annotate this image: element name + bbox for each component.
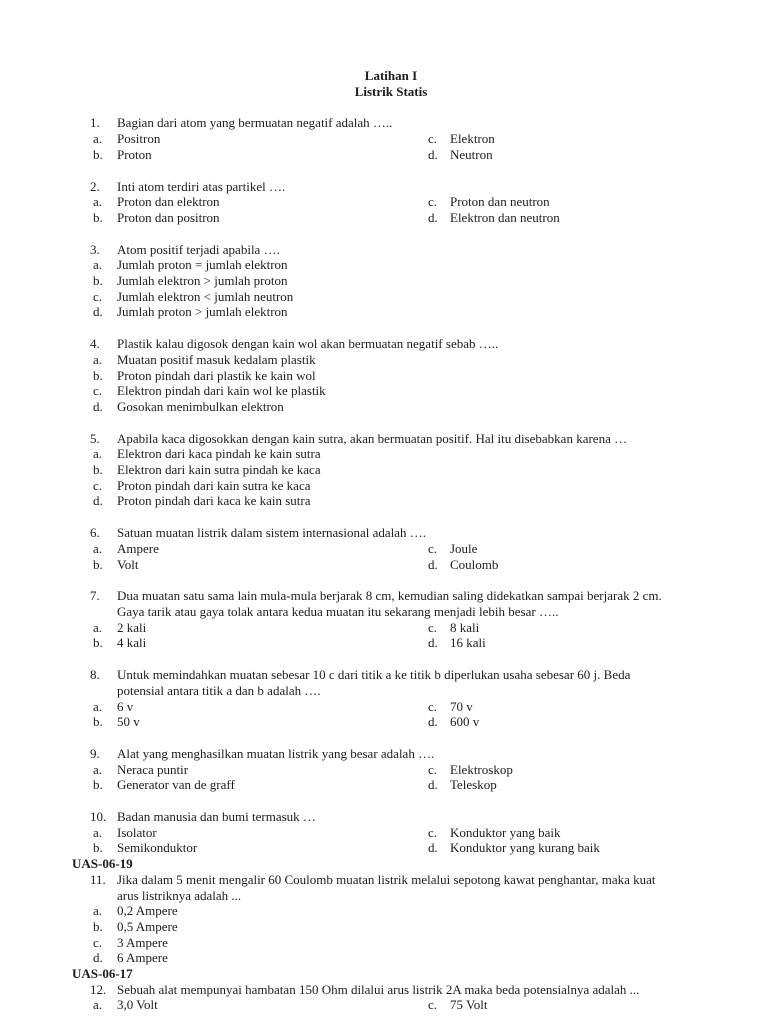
option — [428, 840, 710, 856]
option-letter: b. — [93, 209, 103, 225]
option-text: 4 kali — [117, 635, 147, 651]
question-number: 7. — [90, 588, 100, 604]
question-block — [72, 336, 710, 415]
options-row — [72, 194, 710, 210]
option — [93, 762, 428, 778]
option-letter: c. — [428, 761, 438, 777]
option — [93, 557, 428, 573]
option-text: 75 Volt — [450, 997, 488, 1013]
option-text: Konduktor yang kurang baik — [450, 840, 600, 856]
option-letter: c. — [428, 540, 438, 556]
question-text-line: Alat yang menghasilkan muatan listrik yang besar adalah …. — [117, 745, 435, 761]
options-row — [72, 257, 710, 273]
option — [428, 699, 710, 715]
question-block — [72, 431, 710, 510]
option — [93, 777, 428, 793]
option-text: Proton pindah dari kaca ke kain sutra — [117, 493, 311, 509]
option-text: Semikonduktor — [117, 840, 198, 856]
option — [428, 194, 710, 210]
option-text: 3,0 Volt — [117, 997, 158, 1013]
question-block — [72, 179, 710, 226]
options-row — [72, 635, 710, 651]
option-letter: d. — [93, 950, 103, 966]
option-text: Jumlah proton > jumlah elektron — [117, 304, 288, 320]
options-row — [72, 699, 710, 715]
question-number: 10. — [90, 809, 107, 825]
option — [93, 950, 428, 966]
question-row — [72, 588, 710, 619]
question-text-line: Satuan muatan listrik dalam sistem internasional adalah …. — [117, 525, 427, 541]
options-row — [72, 903, 710, 919]
question-text-line: Gaya tarik atau gaya tolak antara kedua muatan itu sekarang menjadi lebih besar ….. — [117, 603, 559, 619]
options-row — [72, 462, 710, 478]
option-letter: b. — [93, 635, 103, 651]
option — [428, 620, 710, 636]
question-text — [117, 746, 710, 762]
option-text: Konduktor yang baik — [450, 824, 561, 840]
option — [93, 997, 428, 1013]
question-number: 11. — [90, 871, 106, 887]
option — [428, 147, 710, 163]
option-text: Muatan positif masuk kedalam plastik — [117, 351, 316, 367]
option — [93, 541, 428, 557]
option-text: 3 Ampere — [117, 934, 168, 950]
question-text-line: Badan manusia dan bumi termasuk … — [117, 809, 316, 825]
option — [93, 493, 428, 509]
option-text: Joule — [450, 540, 478, 556]
options-row — [72, 541, 710, 557]
options-row — [72, 368, 710, 384]
option-letter: a. — [93, 540, 103, 556]
option-letter: a. — [93, 619, 103, 635]
question-row — [72, 872, 710, 903]
option-letter: a. — [93, 903, 103, 919]
question-text-line: Inti atom terdiri atas partikel …. — [117, 178, 286, 194]
option — [93, 289, 428, 305]
option-letter: a. — [93, 698, 103, 714]
option — [93, 840, 428, 856]
option-letter: c. — [93, 288, 103, 304]
question-block — [72, 966, 710, 1013]
options-row — [72, 304, 710, 320]
question-row — [72, 525, 710, 541]
question-row — [72, 809, 710, 825]
document-title-line2: Listrik Statis — [354, 83, 428, 99]
option — [93, 699, 428, 715]
options-row — [72, 493, 710, 509]
option — [428, 210, 710, 226]
question-text — [117, 872, 710, 903]
option-letter: d. — [93, 493, 103, 509]
question-text — [117, 667, 710, 698]
question-text-line: Sebuah alat mempunyai hambatan 150 Ohm dilalui arus listrik 2A maka beda potensialnya adalah ... — [117, 981, 640, 997]
option-letter: b. — [93, 556, 103, 572]
option-letter: c. — [428, 824, 438, 840]
question-block — [72, 525, 710, 572]
option — [93, 352, 428, 368]
option-letter: a. — [93, 194, 103, 210]
option-letter: c. — [428, 698, 438, 714]
question-number: 1. — [90, 115, 100, 131]
option — [93, 446, 428, 462]
options-row — [72, 147, 710, 163]
option — [93, 147, 428, 163]
question-block — [72, 588, 710, 651]
options-row — [72, 273, 710, 289]
option-text: Proton dan elektron — [117, 194, 220, 210]
option — [93, 194, 428, 210]
option-text: 6 Ampere — [117, 950, 168, 966]
question-row — [72, 336, 710, 352]
question-number: 9. — [90, 745, 100, 761]
options-row — [72, 210, 710, 226]
option — [428, 762, 710, 778]
option-text: 16 kali — [450, 635, 486, 651]
option-letter: b. — [93, 840, 103, 856]
question-row — [72, 242, 710, 258]
question-row — [72, 179, 710, 195]
question-text-line: Plastik kalau digosok dengan kain wol akan bermuatan negatif sebab ….. — [117, 336, 499, 352]
option — [428, 997, 710, 1013]
question-text-line: potensial antara titik a dan b adalah …. — [117, 682, 321, 698]
option-letter: c. — [93, 383, 103, 399]
options-row — [72, 399, 710, 415]
question-text — [117, 588, 710, 619]
option — [428, 777, 710, 793]
option-text: 0,2 Ampere — [117, 903, 178, 919]
options-row — [72, 620, 710, 636]
option — [93, 304, 428, 320]
option-text: 2 kali — [117, 619, 147, 635]
option — [428, 714, 710, 730]
question-text-line: Jika dalam 5 menit mengalir 60 Coulomb muatan listrik melalui sepotong kawat penghantar, maka kuat — [117, 871, 656, 887]
option — [428, 557, 710, 573]
option-text: Ampere — [117, 540, 159, 556]
option-text: Proton pindah dari plastik ke kain wol — [117, 367, 316, 383]
question-number: 4. — [90, 336, 100, 352]
document-title — [72, 68, 710, 99]
option — [428, 635, 710, 651]
option — [93, 368, 428, 384]
question-number: 8. — [90, 667, 100, 683]
option-letter: a. — [93, 997, 103, 1013]
question-text-line: Apabila kaca digosokkan dengan kain sutra, akan bermuatan positif. Hal itu disebabkan karena … — [117, 430, 628, 446]
option — [93, 478, 428, 494]
question-row — [72, 431, 710, 447]
option-letter: a. — [93, 824, 103, 840]
options-row — [72, 289, 710, 305]
options-row — [72, 825, 710, 841]
option-letter: b. — [93, 714, 103, 730]
question-text — [117, 115, 710, 131]
question-block — [72, 746, 710, 793]
options-row — [72, 919, 710, 935]
option-text: 8 kali — [450, 619, 480, 635]
option-letter: a. — [93, 761, 103, 777]
option-text: Elektron dari kaca pindah ke kain sutra — [117, 446, 321, 462]
option — [93, 903, 428, 919]
question-text — [117, 336, 710, 352]
question-number: 2. — [90, 178, 100, 194]
option — [93, 825, 428, 841]
option-letter: b. — [93, 777, 103, 793]
option-letter: c. — [428, 997, 438, 1013]
option-text: Proton dan positron — [117, 209, 220, 225]
option-text: Elektron dan neutron — [450, 209, 560, 225]
option-text: Elektron — [450, 131, 495, 147]
question-text-line: arus listriknya adalah ... — [117, 887, 242, 903]
option-letter: a. — [93, 257, 103, 273]
option-letter: b. — [93, 273, 103, 289]
option-text: Elektron pindah dari kain wol ke plastik — [117, 383, 326, 399]
question-text — [117, 525, 710, 541]
option-letter: b. — [93, 918, 103, 934]
question-text — [117, 982, 710, 998]
option — [93, 257, 428, 273]
option — [428, 131, 710, 147]
question-number: 5. — [90, 430, 100, 446]
option-text: Generator van de graff — [117, 777, 235, 793]
option — [93, 714, 428, 730]
document-title-line1: Latihan I — [364, 68, 418, 83]
options-row — [72, 777, 710, 793]
option-letter: d. — [428, 556, 438, 572]
question-number: 3. — [90, 241, 100, 257]
option — [93, 273, 428, 289]
options-row — [72, 762, 710, 778]
option-text: 70 v — [450, 698, 473, 714]
options-row — [72, 714, 710, 730]
option — [93, 383, 428, 399]
option-text: Jumlah proton = jumlah elektron — [117, 257, 288, 273]
option-text: Elektroskop — [450, 761, 513, 777]
option-letter: d. — [93, 304, 103, 320]
option — [93, 131, 428, 147]
option-letter: b. — [93, 462, 103, 478]
option-letter: d. — [428, 777, 438, 793]
option-letter: d. — [428, 714, 438, 730]
option-letter: d. — [428, 840, 438, 856]
option-letter: a. — [93, 446, 103, 462]
option-text: Isolator — [117, 824, 157, 840]
options-row — [72, 935, 710, 951]
question-text-line: Dua muatan satu sama lain mula-mula berjarak 8 cm, kemudian saling didekatkan sampai berjarak 2 cm. — [117, 588, 662, 604]
option-letter: d. — [93, 398, 103, 414]
option-text: 50 v — [117, 714, 140, 730]
question-block — [72, 115, 710, 162]
option-letter: b. — [93, 146, 103, 162]
question-number: 12. — [90, 981, 107, 997]
options-row — [72, 478, 710, 494]
option — [93, 620, 428, 636]
options-row — [72, 383, 710, 399]
question-list — [72, 115, 710, 1013]
option-letter: d. — [428, 635, 438, 651]
question-text-line: Atom positif terjadi apabila …. — [117, 241, 280, 257]
option-text: Gosokan menimbulkan elektron — [117, 398, 284, 414]
question-text — [117, 809, 710, 825]
option-letter: a. — [93, 351, 103, 367]
question-row — [72, 667, 710, 698]
option-letter: c. — [428, 194, 438, 210]
question-text — [117, 179, 710, 195]
options-row — [72, 997, 710, 1013]
question-number: 6. — [90, 525, 100, 541]
option-text: Neraca puntir — [117, 761, 189, 777]
option — [93, 210, 428, 226]
question-text — [117, 242, 710, 258]
option-text: Neutron — [450, 146, 493, 162]
option-text: Proton dan neutron — [450, 194, 550, 210]
option-text: 6 v — [117, 698, 134, 714]
question-row — [72, 746, 710, 762]
option-letter: a. — [93, 131, 103, 147]
option — [93, 635, 428, 651]
option — [93, 399, 428, 415]
option-letter: d. — [428, 146, 438, 162]
option-text: Positron — [117, 131, 161, 147]
option — [428, 541, 710, 557]
option-letter: c. — [428, 131, 438, 147]
options-row — [72, 557, 710, 573]
option-text: 0,5 Ampere — [117, 918, 178, 934]
option-text: Proton pindah dari kain sutra ke kaca — [117, 477, 311, 493]
option-text: Proton — [117, 146, 152, 162]
question-row — [72, 982, 710, 998]
option-letter: b. — [93, 367, 103, 383]
question-text-line: Bagian dari atom yang bermuatan negatif adalah ….. — [117, 115, 393, 131]
option-text: Volt — [117, 556, 139, 572]
option — [93, 935, 428, 951]
option — [428, 825, 710, 841]
option-letter: c. — [428, 619, 438, 635]
option-text: Teleskop — [450, 777, 497, 793]
options-row — [72, 840, 710, 856]
option-letter: c. — [93, 477, 103, 493]
option-text: Jumlah elektron < jumlah neutron — [117, 288, 294, 304]
option — [93, 462, 428, 478]
question-block — [72, 242, 710, 321]
option-text: Jumlah elektron > jumlah proton — [117, 273, 288, 289]
options-row — [72, 446, 710, 462]
options-row — [72, 950, 710, 966]
option-text: 600 v — [450, 714, 480, 730]
question-text — [117, 431, 710, 447]
option-text: Elektron dari kain sutra pindah ke kaca — [117, 462, 321, 478]
section-code: UAS-06-17 — [72, 966, 133, 982]
options-row — [72, 352, 710, 368]
section-code: UAS-06-19 — [72, 856, 133, 872]
option-letter: c. — [93, 934, 103, 950]
question-block — [72, 809, 710, 856]
option-text: Coulomb — [450, 556, 499, 572]
question-block — [72, 667, 710, 730]
options-row — [72, 131, 710, 147]
question-block — [72, 856, 710, 966]
option-letter: d. — [428, 209, 438, 225]
option — [93, 919, 428, 935]
question-row — [72, 115, 710, 131]
question-text-line: Untuk memindahkan muatan sebesar 10 c dari titik a ke titik b diperlukan usaha sebesar 60 j. Beda — [117, 667, 631, 683]
